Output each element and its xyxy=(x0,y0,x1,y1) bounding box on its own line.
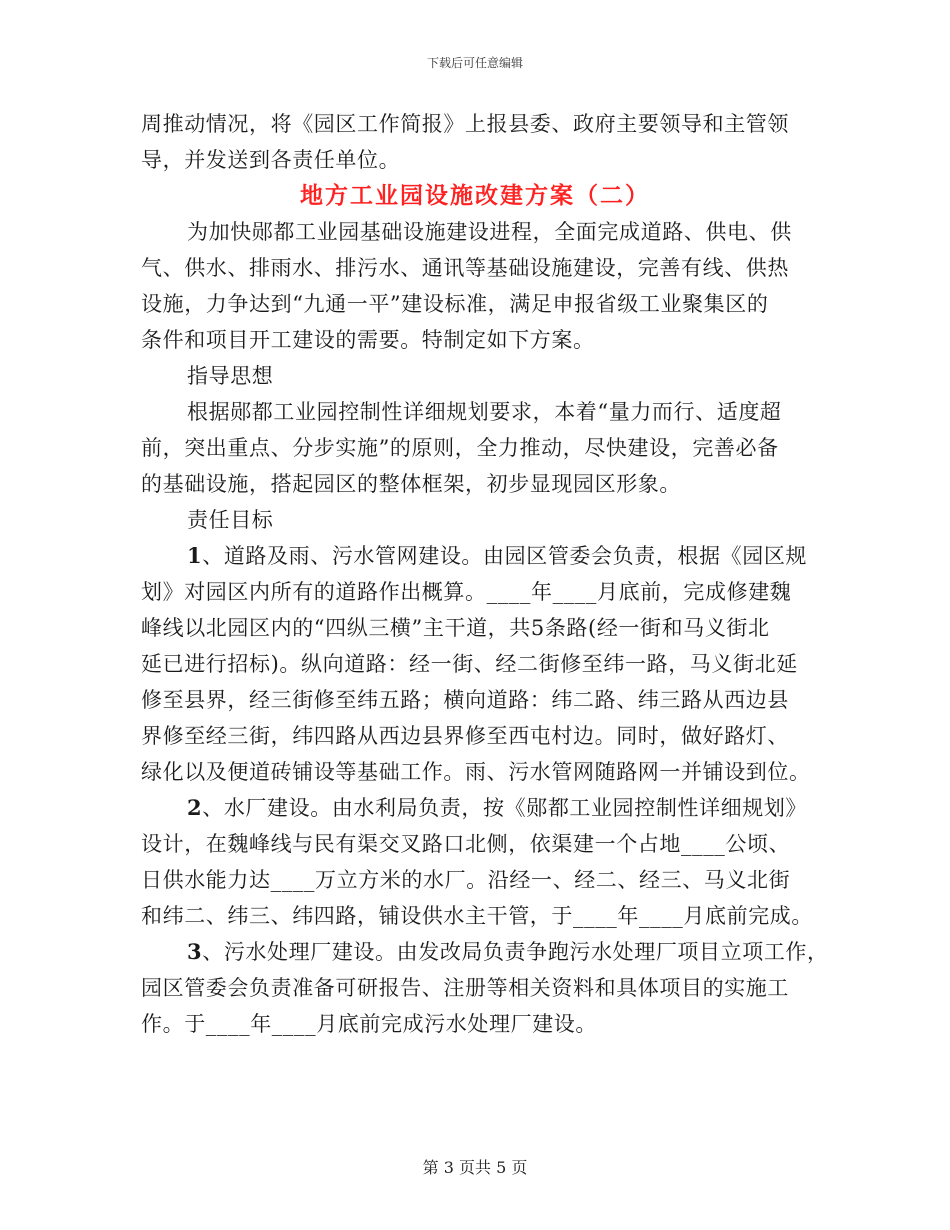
section-title: 地方工业园设施改建方案（二） xyxy=(300,182,650,209)
item2-line: 设计，在魏峰线与民有渠交叉路口北侧，依渠建一个占地____公顷、 xyxy=(141,832,791,856)
item2-line: 和纬二、纬三、纬四路，铺设供水主干管，于____年____月底前完成。 xyxy=(141,904,813,928)
item1-line: 界修至经三街，纬四路从西边县界修至西屯村边。同时，做好路灯、 xyxy=(141,724,789,748)
item1-number: 1 xyxy=(187,543,203,568)
item3-line: 园区管委会负责准备可研报告、注册等相关资料和具体项目的实施工 xyxy=(141,976,789,1000)
intro-line: 为加快郧都工业园基础设施建设进程，全面完成道路、供电、供 xyxy=(187,220,792,244)
intro-line: 气、供水、排雨水、排污水、通讯等基础设施建设，完善有线、供热 xyxy=(141,256,789,280)
page-footer: 第 3 页共 5 页 xyxy=(422,1158,528,1177)
item1-line: 绿化以及便道砖铺设等基础工作。雨、污水管网随路网一并铺设到位。 xyxy=(141,760,811,784)
item2-line: 日供水能力达____万立方米的水厂。沿经一、经二、经三、马义北街 xyxy=(141,868,791,892)
item3-text: 、污水处理厂建设。由发改局负责争跑污水处理厂项目立项工作， xyxy=(202,940,829,964)
item3-line: 作。于____年____月底前完成污水处理厂建设。 xyxy=(141,1012,597,1036)
item1-line: 峰线以北园区内的“四纵三横”主干道，共5条路(经一街和马义街北 xyxy=(141,616,770,640)
guiding-line: 的基础设施，搭起园区的整体框架，初步显现园区形象。 xyxy=(141,472,681,496)
item1-line: 延已进行招标)。纵向道路：经一街、经二街修至纬一路，马义街北延 xyxy=(141,652,798,676)
guiding-line: 根据郧都工业园控制性详细规划要求，本着“量力而行、适度超 xyxy=(187,400,782,424)
intro-line: 条件和项目开工建设的需要。特制定如下方案。 xyxy=(141,328,595,352)
item1-text: 、道路及雨、污水管网建设。由园区管委会负责，根据《园区规 xyxy=(202,544,808,568)
item1-line: 划》对园区内所有的道路作出概算。____年____月底前，完成修建魏 xyxy=(141,580,792,604)
guiding-line: 前，突出重点、分步实施”的原则，全力推动，尽快建设，完善必备 xyxy=(141,436,779,460)
body-line: 周推动情况，将《园区工作简报》上报县委、政府主要领导和主管领 xyxy=(141,112,789,136)
document-body xyxy=(141,106,829,1042)
item3-line xyxy=(141,934,829,970)
item3-number: 3 xyxy=(187,939,203,964)
intro-line: 设施，力争达到“九通一平”建设标准，满足申报省级工业聚集区的 xyxy=(141,292,769,316)
body-line: 导，并发送到各责任单位。 xyxy=(141,148,401,172)
item2-line xyxy=(141,790,809,826)
guiding-heading: 指导思想 xyxy=(187,364,274,388)
goals-heading: 责任目标 xyxy=(187,508,274,532)
item2-text: 、水厂建设。由水利局负责，按《郧都工业园控制性详细规划》 xyxy=(202,796,808,820)
item1-line xyxy=(141,538,809,574)
item1-line: 修至县界，经三街修至纬五路；横向道路：纬二路、纬三路从西边县 xyxy=(141,688,789,712)
page-header: 下载后可任意编辑 xyxy=(426,56,523,70)
item2-number: 2 xyxy=(187,795,203,820)
